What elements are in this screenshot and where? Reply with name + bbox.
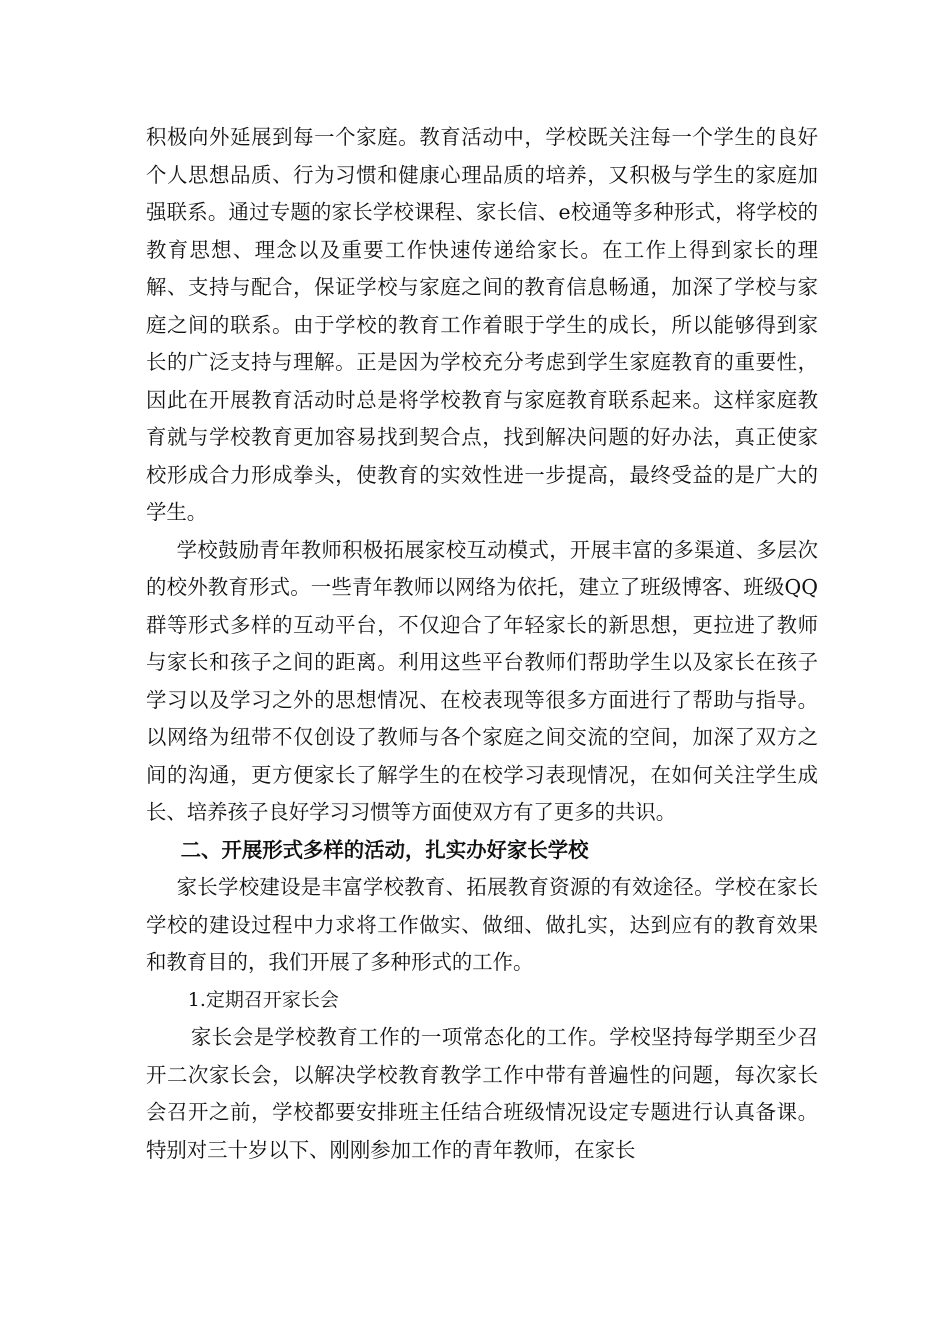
paragraph-home-school-contact: 积极向外延展到每一个家庭。教育活动中，学校既关注每一个学生的良好个人思想品质、行为习惯和健康心理品质的培养，又积极与学生的家庭加强联系。通过专题的家长学校课程、家长信、e校通等多种形式，将学校的教育思想、理念以及重要工作快速传递给家长。在工作上得到家长的理解、支持与配合，保证学校与家庭之间的教育信息畅通，加深了学校与家庭之间的联系。由于学校的教育工作着眼于学生的成长，所以能够得到家长的广泛支持与理解。正是因为学校充分考虑到学生家庭教育的重要性，因此在开展教育活动时总是将学校教育与家庭教育联系起来。这样家庭教育就与学校教育更加容易找到契合点，找到解决问题的好办法，真正使家校形成合力形成拳头，使教育的实效性进一步提高，最终受益的是广大的学生。: [146, 125, 818, 524]
section-heading-2: 二、开展形式多样的活动，扎实办好家长学校: [180, 837, 589, 862]
subheading-parent-meetings: 1.定期召开家长会: [187, 988, 339, 1011]
document-body: [146, 119, 818, 1169]
paragraph-parent-school-building: 家长学校建设是丰富学校教育、拓展教育资源的有效途径。学校在家长学校的建设过程中力求将工作做实、做细、做扎实，达到应有的教育效果和教育目的，我们开展了多种形式的工作。: [146, 875, 818, 974]
paragraph-parent-meetings: 家长会是学校教育工作的一项常态化的工作。学校坚持每学期至少召开二次家长会，以解决学校教育教学工作中带有普遍性的问题，每次家长会召开之前，学校都要安排班主任结合班级情况设定专题进行认真备课。特别对三十岁以下、刚刚参加工作的青年教师，在家长: [146, 1025, 818, 1162]
paragraph-young-teachers: 学校鼓励青年教师积极拓展家校互动模式，开展丰富的多渠道、多层次的校外教育形式。一些青年教师以网络为依托，建立了班级博客、班级QQ群等形式多样的互动平台，不仅迎合了年轻家长的新思想，更拉进了教师与家长和孩子之间的距离。利用这些平台教师们帮助学生以及家长在孩子学习以及学习之外的思想情况、在校表现等很多方面进行了帮助与指导。以网络为纽带不仅创设了教师与各个家庭之间交流的空间，加深了双方之间的沟通，更方便家长了解学生的在校学习表现情况，在如何关注学生成长、培养孩子良好学习习惯等方面使双方有了更多的共识。: [146, 537, 818, 824]
